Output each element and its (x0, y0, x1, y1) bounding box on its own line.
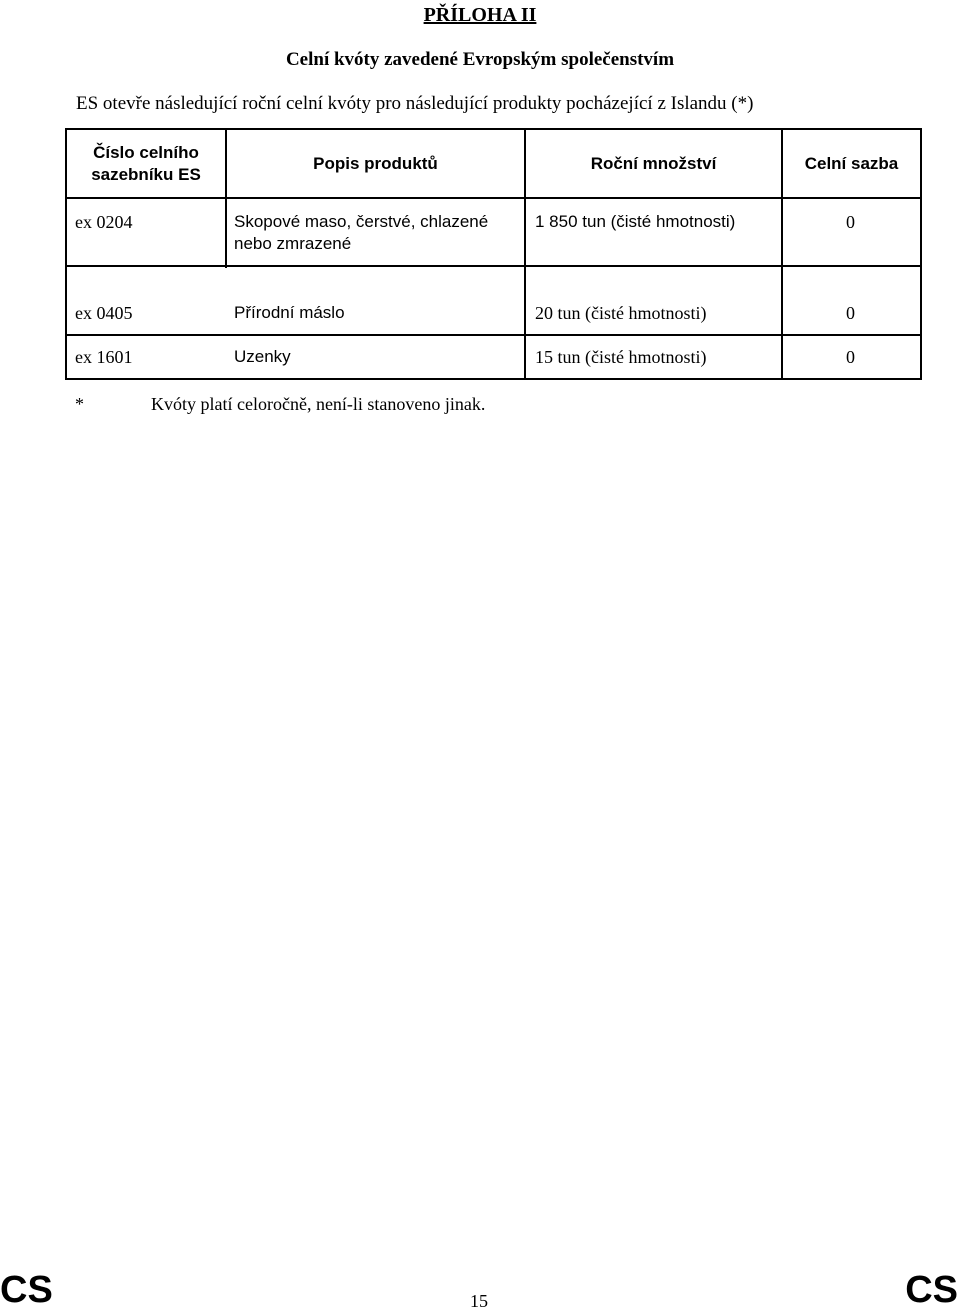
row-divider-1 (65, 265, 922, 267)
table-row-1-description-line1: Skopové maso, čerstvé, chlazené (234, 212, 489, 231)
table-row-3-duty: 0 (846, 347, 855, 367)
table-row-3-code: ex 1601 (75, 347, 133, 367)
table-row-2-quantity: 20 tun (čisté hmotnosti) (535, 303, 707, 323)
page-number: 15 (470, 1291, 488, 1311)
footer-language-left: CS (0, 1269, 53, 1311)
intro-paragraph: ES otevře následující roční celní kvóty pro následující produkty pocházející z Islandu (*) (76, 93, 754, 114)
table-row-1-quantity: 1 850 tun (čisté hmotnosti) (535, 212, 736, 231)
header-tariff-code (67, 142, 225, 186)
header-divider (65, 197, 922, 199)
table-row-1-code: ex 0204 (75, 212, 133, 232)
footer-language-right: CS (905, 1269, 958, 1311)
header-tariff-code-line2: sazebníku ES (91, 165, 201, 184)
table-border-right (920, 128, 922, 380)
footnote-text: Kvóty platí celoročně, není-li stanoveno jinak. (151, 394, 486, 414)
table-row-1-description (234, 211, 519, 255)
table-row-2-duty: 0 (846, 303, 855, 323)
table-row-3-quantity: 15 tun (čisté hmotnosti) (535, 347, 707, 367)
header-tariff-code-line1: Číslo celního (93, 143, 199, 162)
table-border-bottom (65, 378, 922, 380)
table-row-1-duty: 0 (846, 212, 855, 232)
table-row-1-description-line2: nebo zmrazené (234, 234, 352, 253)
header-annual-quantity: Roční množství (590, 154, 717, 173)
header-product-description: Popis produktů (313, 154, 438, 173)
row-divider-2 (65, 334, 922, 336)
document-subtitle: Celní kvóty zavedené Evropským společenstvím (285, 49, 675, 70)
table-row-2-description: Přírodní máslo (234, 303, 345, 322)
header-duty-rate: Celní sazba (804, 154, 899, 173)
footnote-marker: * (75, 394, 84, 414)
annex-title: PŘÍLOHA II (423, 4, 537, 26)
quota-table (65, 128, 922, 380)
table-border-top (65, 128, 922, 130)
table-row-2-code: ex 0405 (75, 303, 133, 323)
table-row-3-description: Uzenky (234, 347, 291, 366)
